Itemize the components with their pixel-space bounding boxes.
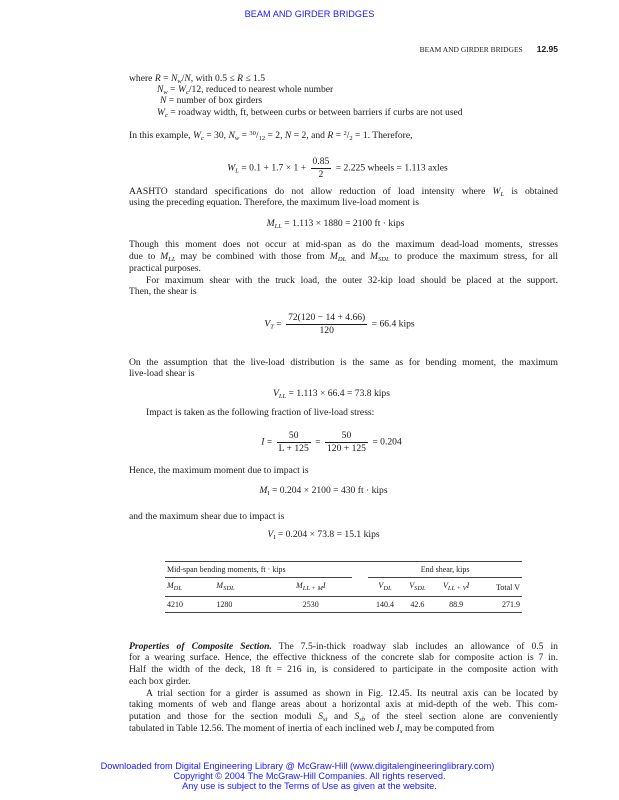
text-segment: = 2, [265,130,285,141]
fraction-numerator: 50 [325,430,368,443]
text-line [129,641,558,652]
text-line [129,286,558,297]
equation [109,529,538,543]
header-part: M [296,581,303,590]
text-segment: = roadway width, ft, between curbs or between barriers if curbs are not used [167,107,463,118]
text-segment: I [396,723,400,734]
text-segment: / [255,130,259,141]
text-segment: = 0.1 + 1.7 × 1 + [238,162,309,174]
header-part: M [216,581,224,590]
text-segment: V [273,388,279,399]
text-segment: S [354,711,360,722]
fraction-numerator: 50 [277,430,311,443]
text-segment: = [264,436,275,448]
header-part: V [378,581,384,590]
text-line [129,197,558,208]
text-segment: / [346,130,350,141]
header-part: SDL [414,585,426,592]
text-segment: N [170,73,178,84]
text-segment: may be combined with those from [175,251,330,262]
text-line [129,652,558,663]
text-segment: /12, reduced to nearest whole number [188,84,334,95]
text-segment: may be computed from [402,723,495,734]
text-segment: tabulated in Table 12.56. The moment of inertia of each inclined web [129,723,397,734]
text-line [129,676,558,687]
text-segment: each box girder. [129,676,191,687]
column-header [269,578,352,597]
text-segment: W [492,186,501,197]
text-segment: w [177,78,182,85]
text-line [146,407,558,418]
text-segment: st [323,716,328,723]
text-segment: N [228,130,235,141]
column-headers [165,578,522,597]
text-segment: DL [337,256,347,263]
text-segment: using the preceding equation. Therefore, the maximum live-load moment is [129,197,419,208]
text-segment: Impact is taken as the following fraction of live-load stress: [146,407,375,418]
top-banner: BEAM AND GIRDER BRIDGES [244,9,375,19]
text-segment: 30 [249,130,256,137]
text-segment: = 2.225 wheels = 1.113 axles [333,162,448,174]
text-segment: W [192,130,201,141]
equation [109,485,538,499]
text-segment: In this example, [129,130,193,141]
text-line [157,107,558,121]
table-row [165,597,522,613]
section-heading: Properties of Composite Section. [129,641,272,652]
text-line [129,239,558,250]
text-line [129,465,558,476]
text-segment: = 30, [203,130,229,141]
text-segment: N [184,73,191,84]
text-line [146,275,558,286]
running-head [420,44,558,54]
page-number: 12.95 [536,44,558,54]
equation [123,156,552,181]
table-cell: 88.9 [449,600,464,609]
text-segment: For maximum shear with the truck load, the outer 32-kip load should be placed at the support. [146,275,558,286]
text-segment: and [346,251,370,262]
text-segment: due to [129,251,161,262]
text-segment: Half the width of the deck, 18 ft = 216 in, is considered to participate in the composite action with [129,664,558,675]
header-part: V [409,581,415,590]
column-header [479,578,522,597]
column-header [165,578,214,597]
table-cell: 2530 [302,600,319,609]
text-segment: and [327,711,355,722]
text-segment: = [273,318,285,330]
header-part: I [466,581,470,590]
text-segment: = [167,84,178,95]
text-segment: = [312,436,323,448]
text-segment: Then, the shear is [129,286,197,297]
text-segment: R [327,130,334,141]
text-segment: W [227,162,236,174]
text-segment: = [239,130,250,141]
footer-download[interactable]: Downloaded from Digital Engineering Library @ McGraw-Hill (www.digitalengineeringlibrary.com) [100,761,495,771]
text-segment: The 7.5-in-thick roadway slab includes an allowance of 0.5 in [271,641,558,652]
text-line [129,263,558,274]
fraction [277,430,311,455]
group-header-moments: Mid-span bending moments, ft · kips [165,562,352,578]
table-cell: 4210 [167,600,183,609]
header-part: SDL [223,585,235,592]
text-segment: for a wearing surface. Hence, the effective thickness of the concrete slab for composite action is 7 in. [129,652,558,663]
text-line [129,699,558,710]
text-segment: On the assumption that the live-load distribution is the same as for bending moment, the maximum [129,357,558,368]
text-segment: = 1. Therefore, [352,130,413,141]
text-segment: 2 [349,135,353,142]
text-segment: I [267,490,270,497]
text-segment: practical purposes. [129,263,201,274]
text-line [129,357,558,368]
text-segment: 12 [258,135,266,142]
text-segment: c [185,89,189,96]
text-segment: taking moments of web and flange areas about a horizontal axis at mid-depth of the web. This com- [129,699,558,710]
text-segment: M [160,251,169,262]
table-cell: 271.9 [502,600,520,609]
fraction [286,312,367,337]
text-segment: = 2, and [291,130,328,141]
text-segment: W [177,84,186,95]
header-part: DL [383,585,392,592]
text-segment: and the maximum shear due to impact is [129,511,285,522]
text-segment: SDL [378,256,390,263]
text-segment: live-load shear is [129,368,195,379]
fraction [311,156,332,181]
text-segment: ≤ 1.5 [242,73,266,84]
text-segment: w [234,135,240,142]
text-segment: L [235,167,239,175]
text-line [129,664,558,675]
footer-copyright: Copyright © 2004 The McGraw-Hill Companies. All rights reserved. [173,771,446,781]
text-segment: V [267,529,274,540]
text-segment: V [264,318,271,330]
text-segment: I [273,534,276,541]
text-segment: T [270,323,274,331]
text-segment: Though this moment does not occur at mid-span as do the maximum dead-load moments, stresses [129,239,558,250]
text-segment: W [157,107,165,118]
text-segment: x [399,728,403,735]
fraction-numerator: 72(120 − 14 + 4.66) [288,312,366,323]
column-header [214,578,269,597]
running-head-title: BEAM AND GIRDER BRIDGES [419,45,523,54]
text-segment: = 1.113 × 1880 = 2100 ft · kips [281,218,405,229]
equation [117,430,546,455]
table-cell: 140.4 [376,600,395,609]
text-segment: sb [359,716,366,723]
text-segment: = 0.204 × 2100 = 430 ft · kips [269,485,388,496]
table-cell: 42.6 [410,600,425,609]
text-segment: is obtained [504,186,558,197]
text-segment: LL [274,223,282,230]
text-segment: AASHTO standard specifications do not allow reduction of load intensity where [129,186,493,197]
spacer [352,578,368,597]
text-segment: of the steel section alone are conveniently [365,711,559,722]
text-segment: where [129,73,155,84]
column-header [433,578,479,597]
fraction-denominator: 120 + 125 [326,443,366,454]
column-header [368,578,402,597]
text-segment: Hence, the maximum moment due to impact is [129,465,309,476]
table-cell: 1280 [216,600,233,609]
text-segment: M [329,251,338,262]
text-segment: L [500,191,505,198]
text-line [129,511,558,522]
text-segment: S [318,711,324,722]
equation [117,388,546,402]
text-segment: N [160,95,167,106]
text-segment: = 1.113 × 66.4 = 73.8 kips [286,388,390,399]
text-line [129,723,558,737]
text-segment: = [333,130,344,141]
text-segment: I [261,436,265,448]
text-segment: M [259,485,268,496]
text-segment: A trial section for a girder is assumed as shown in Fig. 12.45. Its neutral axis can be located by [146,688,558,699]
header-part: V [443,581,448,590]
text-segment: / [181,73,185,84]
text-segment: M [266,218,275,229]
text-line [160,95,558,106]
fraction-denominator: 120 [319,325,334,336]
text-segment: = [160,73,171,84]
text-segment: c [200,135,204,142]
text-segment: , with 0.5 ≤ [190,73,238,84]
text-segment: = 0.204 [369,436,402,448]
text-line [129,128,558,144]
text-segment: R [154,73,161,84]
fraction-denominator: L + 125 [278,443,309,454]
text-line [129,368,558,379]
text-segment: LL [168,256,176,263]
footer-terms: Any use is subject to the Terms of Use as given at the website. [182,781,437,791]
text-segment: to produce the maximum stress, for all [389,251,558,262]
header-part: DL [173,585,182,592]
text-segment: putation and those for the section moduli [129,711,319,722]
text-segment: LL [278,393,287,400]
text-segment: = 0.204 × 73.8 = 15.1 kips [275,529,380,540]
column-header [402,578,433,597]
results-table [165,561,522,613]
text-segment: 2 [343,130,347,137]
header-part: Total V [496,582,520,592]
equation [125,312,554,337]
text-segment: N [157,84,164,95]
text-segment: N [284,130,292,141]
header-part: LL + V [447,585,467,592]
header-part: I [322,581,326,590]
fraction [325,430,368,455]
text-segment: R [237,73,243,84]
group-header-shear: End shear, kips [368,562,522,578]
fraction-numerator: 0.85 [312,156,330,167]
text-line [146,688,558,699]
text-segment: = number of box girders [166,95,263,106]
header-part: LL + M [302,585,323,592]
text-segment: w [163,89,168,96]
fraction-denominator: 2 [318,169,324,180]
spacer [352,597,368,613]
equation [121,218,550,232]
header-part: M [167,581,174,590]
text-segment: M [370,251,378,262]
text-segment: c [165,112,168,119]
text-segment: = 66.4 kips [369,318,415,330]
